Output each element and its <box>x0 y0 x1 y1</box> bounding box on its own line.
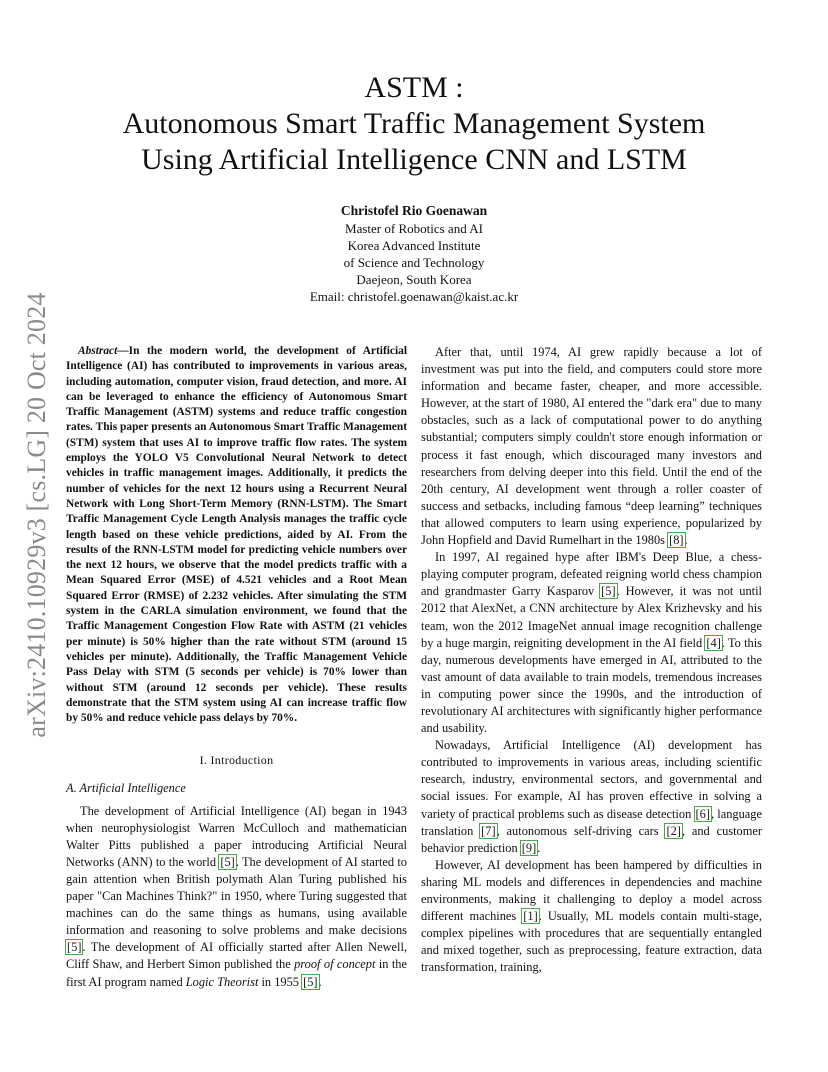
emphasis-text: Logic Theorist <box>185 974 259 989</box>
citation-link[interactable]: [9] <box>521 840 537 855</box>
author-email: Email: christofel.goenawan@kaist.ac.kr <box>309 289 519 304</box>
author-affiliation-3: of Science and Technology <box>343 255 485 270</box>
abstract <box>66 344 407 726</box>
paragraph-intro-4 <box>421 737 762 857</box>
paragraph-intro-2 <box>421 344 762 549</box>
citation-link[interactable]: [2] <box>666 823 681 838</box>
title-line-1: ASTM : <box>364 71 464 104</box>
text-run: in 1955 <box>258 974 303 989</box>
text-run: The development of Artificial Intelligence (AI) began in 1943 when neurophysiologist Warren McCulloch and mathematician Walter Pitts published a paper introducing Artificial Neural Networks (ANN) to the world <box>66 803 407 869</box>
citation-link[interactable]: [8] <box>669 533 684 548</box>
citation-link[interactable]: [1] <box>523 909 538 924</box>
text-run: . However, it was not until 2012 that AlexNet, a CNN architecture by Alex Krizhevsky and his team, won the 2012 ImageNet annual image recognition challenge by a huge margin, reigniting development in the AI field <box>421 584 762 650</box>
text-run: After that, until 1974, AI grew rapidly because a lot of investment was put into the field, and computers could store more information and became faster, cheaper, and more accessible. However, at the start of 1980, AI entered the "dark era" due to many obstacles, such as a lack of computational power to do anything substantial; computers simply couldn't store enough information or process it fast enough, which discouraged many investors and researchers from delving deeper into this field. Until the end of the 20th century, AI development went through a roller coaster of success and setbacks, including famous “deep learning” techniques that allowed computers to learn using experience, popularized by John Hopfield and David Rumelhart in the 1980s <box>421 345 762 548</box>
paragraph-intro-1 <box>66 803 407 991</box>
section-heading-introduction: I. Introduction <box>199 753 274 768</box>
text-run: , and customer behavior prediction <box>421 823 762 855</box>
text-run: However, AI development has been hampered by difficulties in sharing ML models and differences in dependencies and machine environments, making it challenging to deploy a model across different machines <box>421 857 762 924</box>
paper-title <box>60 70 768 178</box>
paragraph-intro-5 <box>421 857 762 977</box>
abstract-label: Abstract <box>78 345 118 357</box>
text-run: . The development of AI started to gain attention when British polymath Alan Turing published his paper "Can Machines Think?" in 1950, where Turing suggested that machines can do the same things as humans, using available information and reasoning to solve problems and make decisions <box>66 854 407 938</box>
author-affiliation-4: Daejeon, South Korea <box>356 272 472 287</box>
author-affiliation-1: Master of Robotics and AI <box>345 221 483 236</box>
citation-link[interactable]: [6] <box>695 806 710 821</box>
emphasis-text: proof of concept <box>294 957 376 972</box>
subsection-heading-ai: A. Artificial Intelligence <box>66 780 186 795</box>
arxiv-sidebar <box>22 290 52 740</box>
citation-link[interactable]: [4] <box>706 635 721 650</box>
right-column <box>421 344 762 976</box>
citation-link[interactable]: [5] <box>220 854 235 869</box>
text-run: . Usually, ML models contain multi-stage, complex pipelines with procedures that are sequentially entangled and mixed together, such as preprocessing, feature extraction, data transformation, training, <box>421 909 762 975</box>
text-run: . <box>537 840 541 855</box>
paragraph-intro-3 <box>421 549 762 737</box>
citation-link[interactable]: [5] <box>601 584 616 599</box>
title-line-2: Autonomous Smart Traffic Management System <box>122 107 706 140</box>
citation-link[interactable]: [5] <box>303 974 318 989</box>
text-run: . <box>318 974 322 989</box>
text-run: , language translation <box>421 806 762 838</box>
title-line-3: Using Artificial Intelligence CNN and LSTM <box>141 143 687 176</box>
left-column <box>66 344 407 991</box>
arxiv-identifier: arXiv:2410.10929v3 [cs.LG] 20 Oct 2024 <box>22 292 51 738</box>
text-run: , autonomous self-driving cars <box>496 823 666 838</box>
text-run: . <box>684 533 688 548</box>
text-run: in the first AI program named <box>66 957 407 989</box>
abstract-text: —In the modern world, the development of Artificial Intelligence (AI) has contributed to improvements in various areas, including automation, computer vision, fraud detection, and more. AI can be leveraged to enhance the efficiency of Autonomous Smart Traffic Management (ASTM) systems and reduce traffic congestion rates. This paper presents an Autonomous Smart Traffic Management (STM) system that uses AI to improve traffic flow rates. The system employs the YOLO V5 Convolutional Neural Network to detect vehicles in traffic management images. Additionally, it predicts the number of vehicles for the next 12 hours using a Recurrent Neural Network with Long Short-Term Memory (RNN-LSTM). The Smart Traffic Management Cycle Length Analysis manages the traffic cycle length based on these vehicle predictions, aided by AI. From the results of the RNN-LSTM model for predicting vehicle numbers over the next 12 hours, we observe that the model predicts traffic with a Mean Squared Error (MSE) of 4.521 vehicles and a Root Mean Squared Error (RMSE) of 2.232 vehicles. After simulating the STM system in the CARLA simulation environment, we found that the Traffic Management Congestion Flow Rate with ASTM (21 vehicles per minute) is 50% higher than the rate without STM (around 15 vehicles per minute). Additionally, the Traffic Management Vehicle Pass Delay with STM (5 seconds per vehicle) is 70% lower than without STM (around 12 seconds per vehicle). These results demonstrate that the STM system using AI can increase traffic flow by 50% and reduce vehicle pass delays by 70%. <box>66 345 407 725</box>
text-run: . To this day, numerous developments have emerged in AI, attributed to the vast amount of data available to train models, tremendous increases in computing power since the 1990s, and the introduction of revolutionary AI architectures with significantly higher performance and usability. <box>421 635 762 736</box>
author-block <box>214 202 614 305</box>
text-run: In 1997, AI regained hype after IBM's Deep Blue, a chess-playing computer program, defeated reigning world chess champion and grandmaster Garry Kasparov <box>421 550 762 599</box>
citation-link[interactable]: [5] <box>67 940 82 955</box>
text-run: Nowadays, Artificial Intelligence (AI) development has contributed to improvements in various areas, including scientific research, industry, environmental sectors, and governmental and social issues. For example, AI has proven effective in solving a variety of practical problems such as disease detection <box>421 738 762 821</box>
author-affiliation-2: Korea Advanced Institute <box>347 238 481 253</box>
citation-link[interactable]: [7] <box>481 823 496 838</box>
text-run: . The development of AI officially started after Allen Newell, Cliff Shaw, and Herbert Simon published the <box>66 940 407 972</box>
author-name: Christofel Rio Goenawan <box>340 203 488 218</box>
